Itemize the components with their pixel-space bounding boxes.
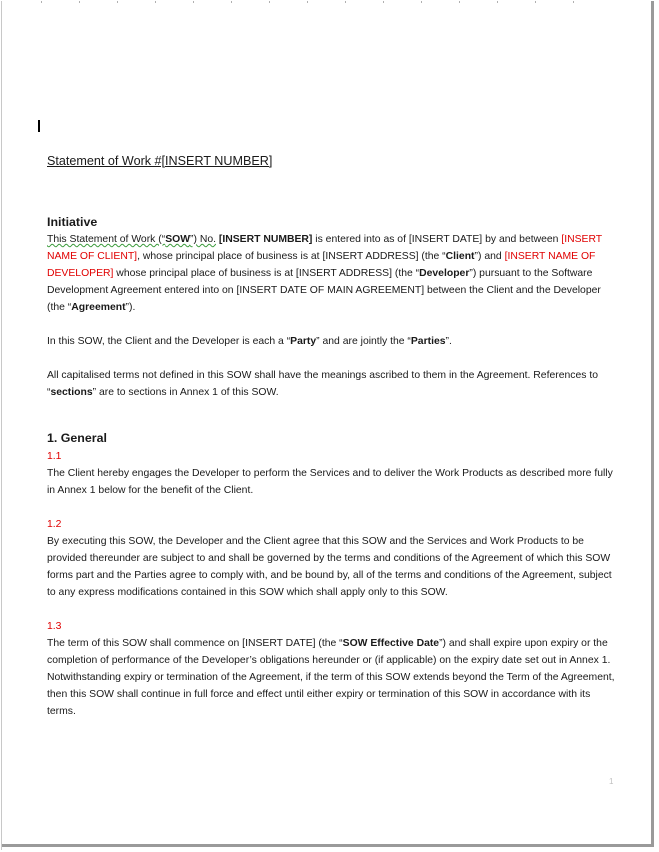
text-run: whose principal place of business is at [INSERT ADDRESS] (the “ bbox=[113, 268, 420, 279]
defined-term-party: Party bbox=[290, 336, 317, 347]
section-number-1-2: 1.2 bbox=[47, 519, 62, 530]
initiative-paragraph-3 bbox=[47, 367, 617, 401]
text-run: ”. bbox=[445, 336, 452, 347]
defined-term-agreement: Agreement bbox=[71, 302, 126, 313]
page-edge bbox=[1, 1, 2, 850]
text-run: ”) pursuant to the Software Development Agreement entered into on [INSERT DATE OF MAIN AGREEMENT] between the Client and the Developer (the “ bbox=[47, 268, 601, 313]
placeholder-client-name: [INSERT NAME OF CLIENT] bbox=[47, 234, 602, 262]
section-1-2-text: By executing this SOW, the Developer and the Client agree that this SOW and the Services and Work Products to be provided thereunder are subject to and shall be governed by the terms and conditions of the Agreement of which this SOW forms part and the Parties agree to comply with, and be bound by, all of the terms and conditions of the Agreement, subject to any express modifications contained in this SOW which shall apply only to this SOW. bbox=[47, 536, 612, 598]
insert-number: [INSERT NUMBER] bbox=[216, 234, 313, 245]
defined-term-sow: SOW bbox=[165, 234, 191, 245]
ruler-ticks bbox=[41, 1, 601, 4]
initiative-paragraph-2 bbox=[47, 333, 617, 350]
text-run: The term of this SOW shall commence on [INSERT DATE] (the “ bbox=[47, 638, 343, 649]
text-run: This Statement of Work (“ bbox=[47, 234, 166, 245]
defined-term-parties: Parties bbox=[410, 336, 446, 347]
text-run: , whose principal place of business is at [INSERT ADDRESS] (the “ bbox=[137, 251, 446, 262]
initiative-paragraph-1 bbox=[47, 231, 617, 316]
document-page bbox=[1, 1, 654, 847]
heading-general: 1. General bbox=[47, 431, 107, 445]
text-run: ”) and shall expire upon expiry or the completion of performance of the Developer’s obligations hereunder or (if applicable) on the expiry date set out in Annex 1. Notwithstanding expiry or termination of the Agreement, if the term of this SOW extends beyond the Term of the Agreement, then this SOW shall continue in full force and effect until either expiry or termination of this SOW in accordance with its terms. bbox=[47, 638, 615, 717]
defined-term-sections: sections bbox=[50, 387, 93, 398]
text-run: ”) No. bbox=[190, 234, 216, 245]
heading-initiative: Initiative bbox=[47, 215, 98, 229]
placeholder-developer-name: [INSERT NAME OF DEVELOPER] bbox=[47, 251, 596, 279]
text-cursor bbox=[38, 120, 40, 132]
text-run: In this SOW, the Client and the Developer is each a “ bbox=[47, 336, 291, 347]
text-run: is entered into as of [INSERT DATE] by and between bbox=[312, 234, 562, 245]
defined-term-client: Client bbox=[445, 251, 475, 262]
page-number: 1 bbox=[609, 777, 614, 786]
document-title: Statement of Work #[INSERT NUMBER] bbox=[47, 154, 273, 168]
section-1-1-text: The Client hereby engages the Developer to perform the Services and to deliver the Work Products as described more fully in Annex 1 below for the benefit of the Client. bbox=[47, 468, 613, 496]
section-number-1-3: 1.3 bbox=[47, 621, 62, 632]
defined-term-sow-effective-date: SOW Effective Date bbox=[342, 638, 440, 649]
section-1-3-text bbox=[47, 635, 617, 720]
text-run: All capitalised terms not defined in this SOW shall have the meanings ascribed to them in the Agreement. References to “ bbox=[47, 370, 598, 398]
text-run: ” and are jointly the “ bbox=[316, 336, 411, 347]
text-run: ”). bbox=[125, 302, 136, 313]
text-run: ” are to sections in Annex 1 of this SOW. bbox=[92, 387, 279, 398]
text-run: ”) and bbox=[474, 251, 505, 262]
defined-term-developer: Developer bbox=[419, 268, 470, 279]
document-body[interactable] bbox=[47, 153, 617, 720]
section-number-1-1: 1.1 bbox=[47, 451, 62, 462]
